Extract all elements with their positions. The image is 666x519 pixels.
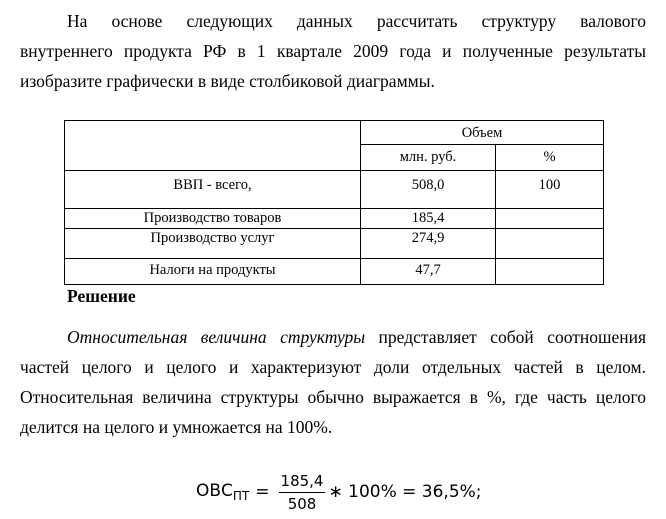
formula-lhs-main: ОВС (196, 481, 233, 501)
formula-lhs-subscript: ПТ (232, 489, 250, 503)
table-header-units: млн. руб. (361, 145, 496, 171)
task-line-1: На основе следующих данных рассчитать структуру валового (67, 11, 646, 31)
gdp-structure-table (64, 120, 604, 285)
task-paragraph (20, 6, 646, 96)
table-cell-value: 47,7 (361, 259, 496, 285)
table-cell-label: Налоги на продукты (65, 259, 361, 285)
solution-heading: Решение (67, 286, 136, 306)
table-cell-label: Производство товаров (65, 209, 361, 229)
formula-rest: ∗ 100% = 36,5%; (328, 482, 482, 502)
table-cell-value: 185,4 (361, 209, 496, 229)
table-row (65, 171, 604, 209)
structure-formula (196, 466, 482, 518)
table-cell-value: 508,0 (361, 171, 496, 209)
table-header-percent: % (496, 145, 604, 171)
table-row (65, 229, 604, 259)
explanation-paragraph (20, 322, 646, 442)
table-row (65, 259, 604, 285)
explanation-line-2: частей целого и целого и характеризуют доли отдельных частей в целом. (20, 357, 646, 377)
formula-numerator: 185,4 (279, 471, 326, 493)
table-cell-percent (496, 229, 604, 259)
formula-fraction (279, 471, 326, 514)
table-cell-label: ВВП - всего, (65, 171, 361, 209)
explanation-line-4: делится на целого и умножается на 100%. (20, 417, 333, 437)
formula-denominator: 508 (287, 494, 317, 513)
task-line-2: внутреннего продукта РФ в 1 квартале 2009 года и полученные результаты (20, 41, 646, 61)
explanation-line-1-rest: представляет собой соотношения (365, 327, 646, 347)
task-line-3: изобразите графически в виде столбиковой диаграммы. (20, 71, 435, 91)
explanation-line-1 (20, 322, 646, 352)
formula-equals: = (255, 482, 270, 502)
table-cell-percent (496, 259, 604, 285)
table-cell-value: 274,9 (361, 229, 496, 259)
explanation-line-3: Относительная величина структуры обычно выражается в %, где часть целого (20, 387, 646, 407)
table-cell-percent: 100 (496, 171, 604, 209)
table-cell-percent (496, 209, 604, 229)
table-header-volume: Объем (361, 121, 604, 145)
table-row (65, 209, 604, 229)
term-italic: Относительная величина структуры (67, 327, 366, 347)
table-cell-label: Производство услуг (65, 229, 361, 259)
formula-lhs (196, 481, 249, 503)
table-corner-cell (65, 121, 361, 171)
